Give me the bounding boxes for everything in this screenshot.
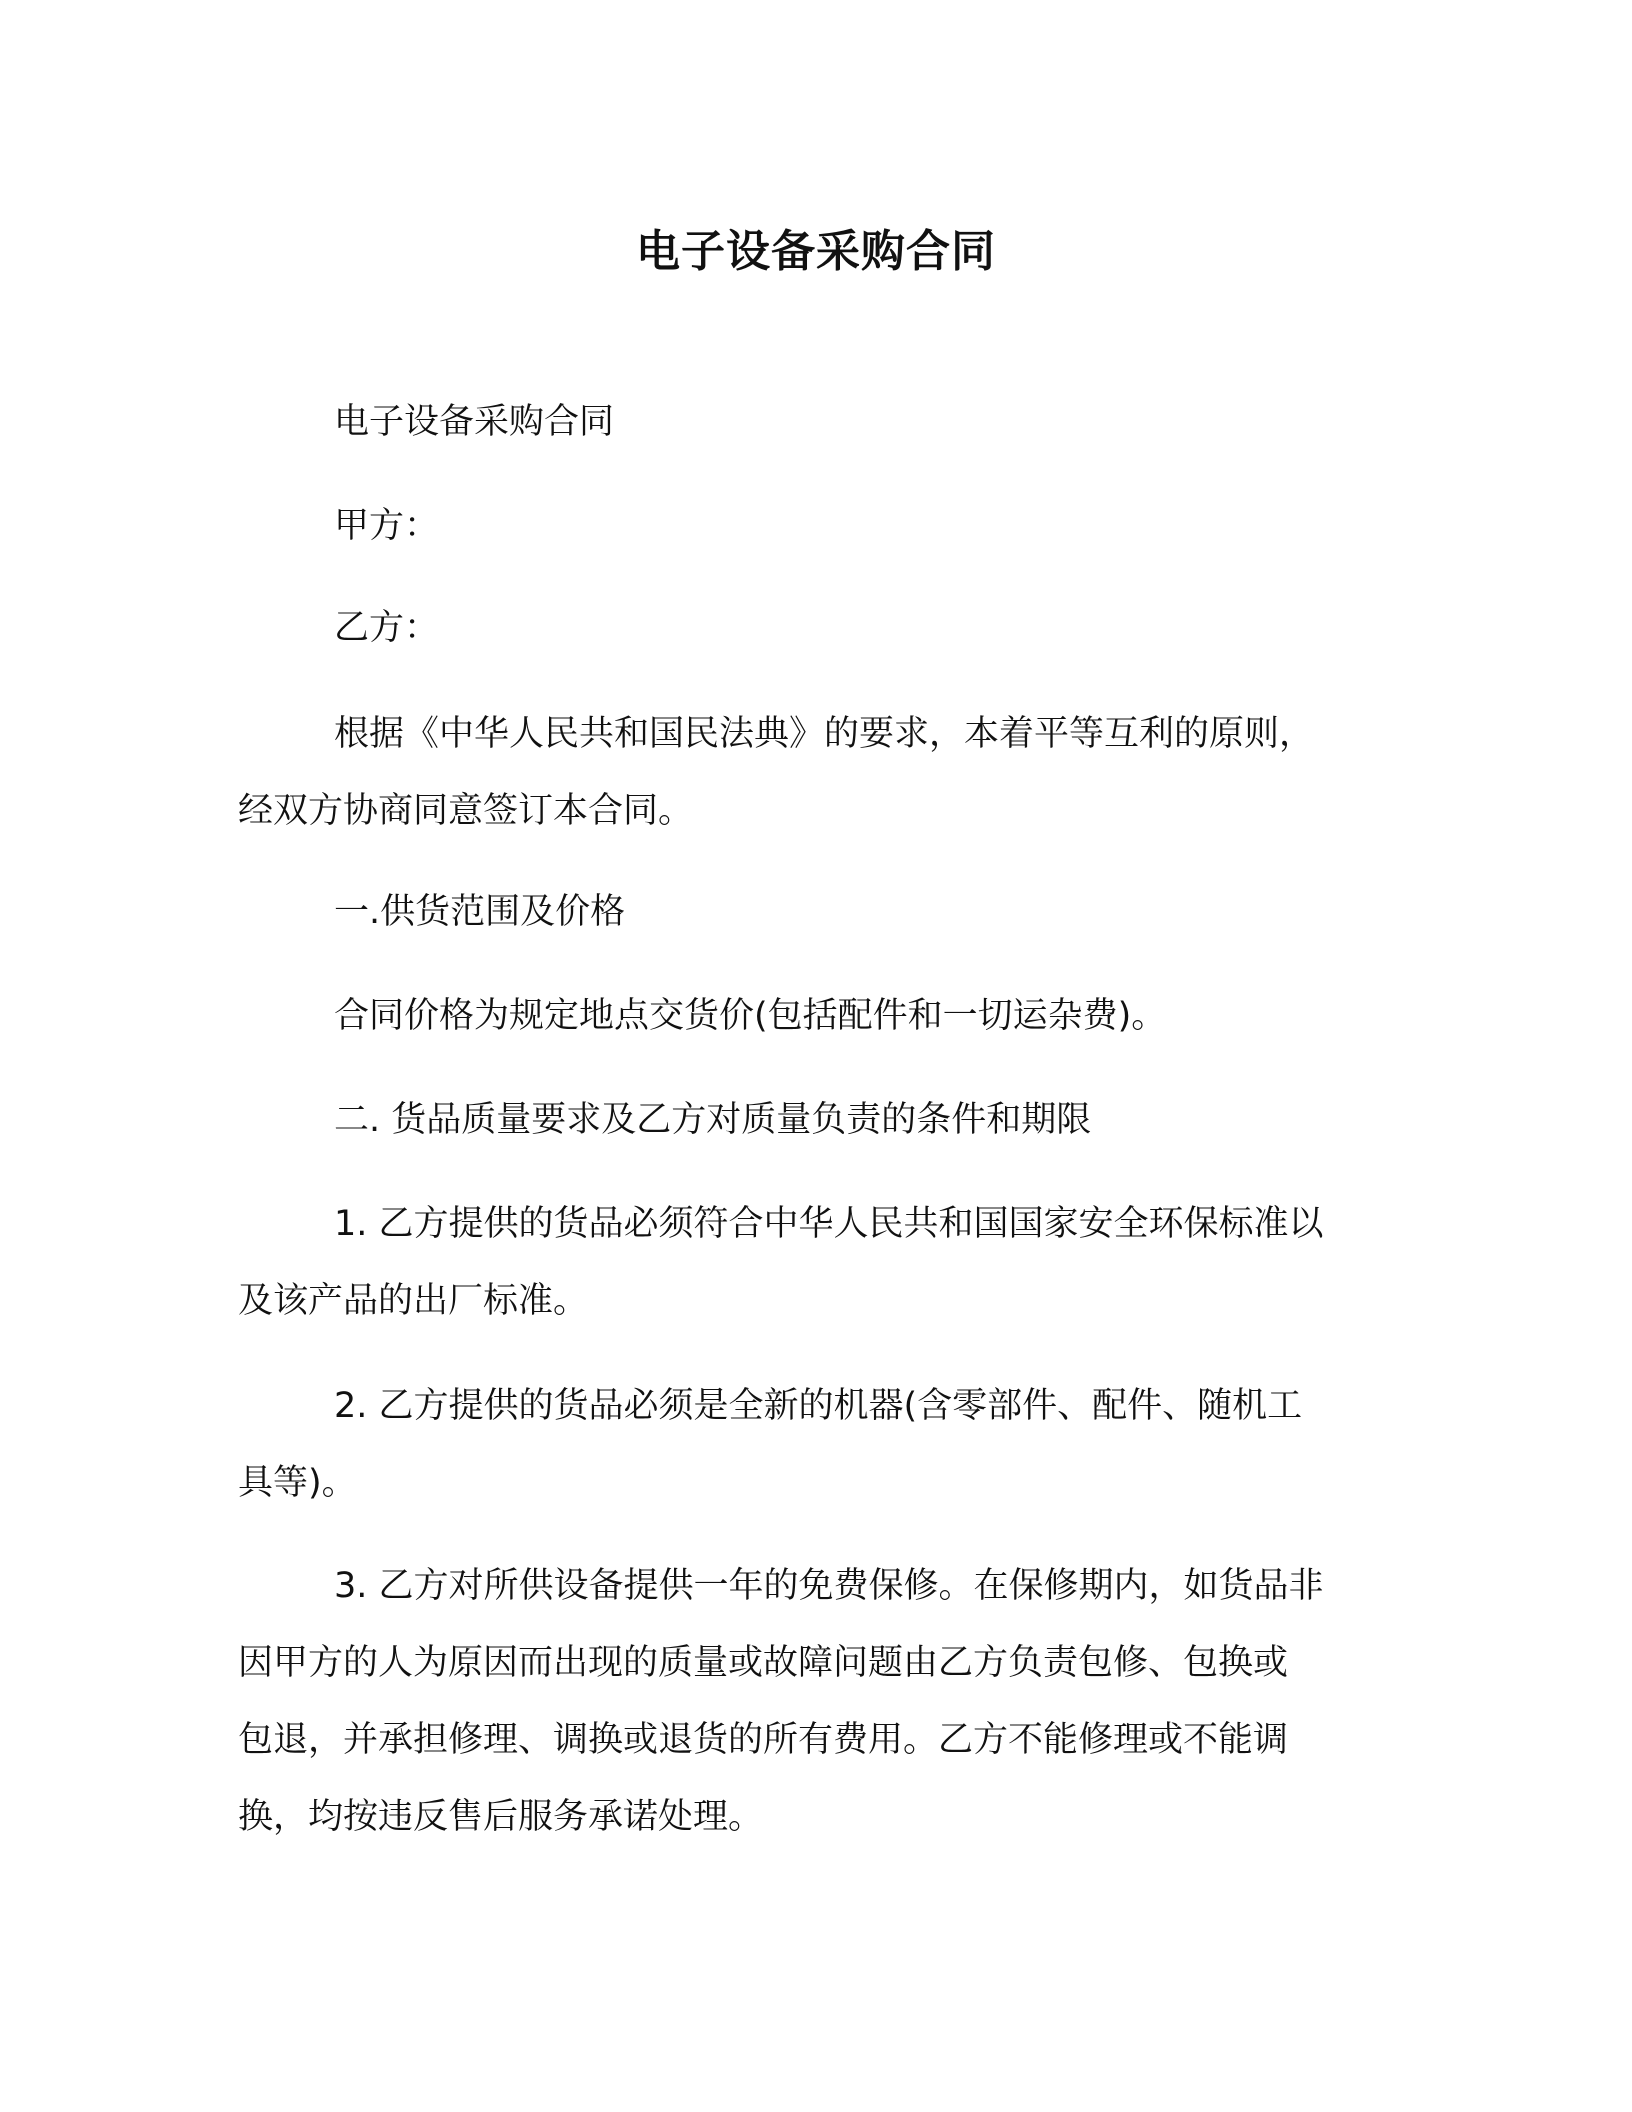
paragraph-line: 经双方协商同意签订本合同。 xyxy=(238,791,694,831)
paragraph-contract-price xyxy=(238,978,1388,1055)
paragraph-line: 一.供货范围及价格 xyxy=(334,892,626,932)
paragraph-line: 电子设备采购合同 xyxy=(334,402,615,442)
paragraph-line: 1. 乙方提供的货品必须符合中华人民共和国国家安全环保标准以 xyxy=(334,1204,1324,1244)
paragraph-line: 2. 乙方提供的货品必须是全新的机器(含零部件、配件、随机工 xyxy=(334,1386,1303,1426)
clause-3 xyxy=(238,1548,1388,1856)
paragraph-line: 具等)。 xyxy=(238,1463,357,1503)
section-heading-quality xyxy=(238,1082,1388,1159)
document-title: 电子设备采购合同 xyxy=(636,226,996,277)
paragraph-line: 包退，并承担修理、调换或退货的所有费用。乙方不能修理或不能调 xyxy=(238,1720,1289,1760)
paragraph-line: 3. 乙方对所供设备提供一年的免费保修。在保修期内，如货品非 xyxy=(334,1566,1324,1606)
paragraph-line: 二. 货品质量要求及乙方对质量负责的条件和期限 xyxy=(334,1100,1092,1140)
section-heading-supply-scope xyxy=(238,874,1388,951)
paragraph-line: 因甲方的人为原因而出现的质量或故障问题由乙方负责包修、包换或 xyxy=(238,1643,1289,1683)
paragraph-party-b xyxy=(238,590,1388,667)
paragraph-party-a xyxy=(238,488,1388,565)
paragraph-line: 甲方： xyxy=(334,506,440,546)
paragraph-line: 及该产品的出厂标准。 xyxy=(238,1281,589,1321)
paragraph-contract-heading xyxy=(238,384,1388,461)
paragraph-line: 合同价格为规定地点交货价(包括配件和一切运杂费)。 xyxy=(334,996,1167,1036)
clause-2 xyxy=(238,1368,1388,1522)
clause-1 xyxy=(238,1186,1388,1340)
paragraph-line: 根据《中华人民共和国民法典》的要求，本着平等互利的原则， xyxy=(334,714,1315,754)
paragraph-line: 换，均按违反售后服务承诺处理。 xyxy=(238,1797,764,1837)
paragraph-preamble xyxy=(238,696,1388,850)
paragraph-line: 乙方： xyxy=(334,608,440,648)
